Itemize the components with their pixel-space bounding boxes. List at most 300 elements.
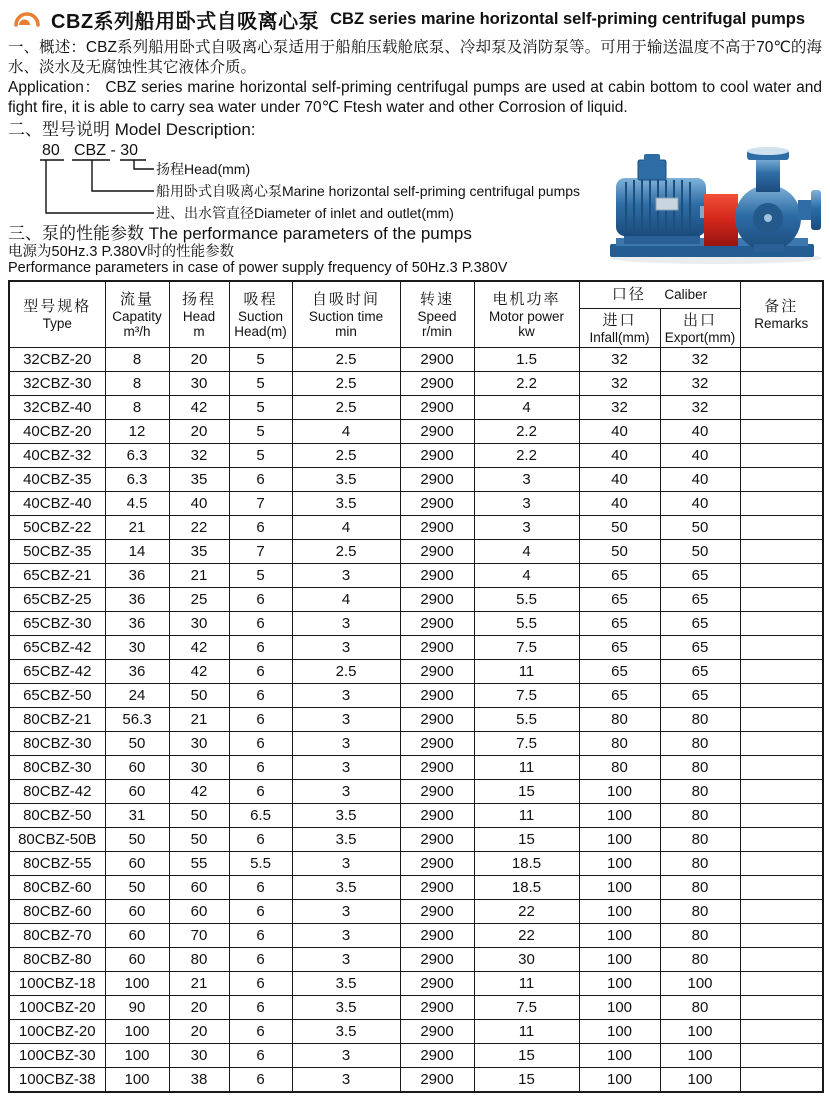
cell-export_mm: 80 [660, 780, 740, 804]
cell-suction_head_m: 5 [229, 372, 292, 396]
cell-speed_rmin: 2900 [400, 444, 474, 468]
cell-motor_power_kw: 15 [474, 780, 579, 804]
table-row [9, 900, 823, 924]
cell-export_mm: 80 [660, 948, 740, 972]
cell-suction_head_m: 7 [229, 540, 292, 564]
cell-speed_rmin: 2900 [400, 828, 474, 852]
col-header-motor-power: 电机功率 Motor power kw [474, 281, 579, 348]
cell-infall_mm: 65 [579, 684, 660, 708]
cell-capacity_m3h: 50 [105, 828, 169, 852]
cell-head_m: 55 [169, 852, 229, 876]
model-label-pump-type: 船用卧式自吸离心泵Marine horizontal self-priming centrifugal pumps [156, 183, 581, 199]
table-row [9, 468, 823, 492]
cell-remarks [740, 852, 823, 876]
cell-infall_mm: 40 [579, 444, 660, 468]
cell-suction_head_m: 5.5 [229, 852, 292, 876]
cell-head_m: 42 [169, 780, 229, 804]
cell-suction_time_min: 3 [292, 612, 400, 636]
cell-head_m: 21 [169, 708, 229, 732]
cell-motor_power_kw: 11 [474, 756, 579, 780]
cell-type: 65CBZ-42 [9, 636, 105, 660]
cell-suction_time_min: 3.5 [292, 804, 400, 828]
cell-speed_rmin: 2900 [400, 348, 474, 372]
cell-type: 50CBZ-35 [9, 540, 105, 564]
cell-speed_rmin: 2900 [400, 564, 474, 588]
cell-infall_mm: 100 [579, 852, 660, 876]
cell-head_m: 38 [169, 1068, 229, 1093]
cell-head_m: 20 [169, 1020, 229, 1044]
cell-type: 80CBZ-42 [9, 780, 105, 804]
cell-type: 40CBZ-35 [9, 468, 105, 492]
cell-motor_power_kw: 5.5 [474, 588, 579, 612]
cell-infall_mm: 100 [579, 972, 660, 996]
cell-infall_mm: 32 [579, 396, 660, 420]
cell-remarks [740, 660, 823, 684]
cell-head_m: 20 [169, 420, 229, 444]
cell-remarks [740, 708, 823, 732]
cell-suction_head_m: 6 [229, 732, 292, 756]
cell-speed_rmin: 2900 [400, 900, 474, 924]
cell-head_m: 42 [169, 396, 229, 420]
cell-suction_time_min: 3.5 [292, 468, 400, 492]
cell-capacity_m3h: 30 [105, 636, 169, 660]
cell-motor_power_kw: 7.5 [474, 636, 579, 660]
cell-export_mm: 40 [660, 468, 740, 492]
table-row [9, 1020, 823, 1044]
cell-export_mm: 100 [660, 972, 740, 996]
cell-remarks [740, 804, 823, 828]
cell-infall_mm: 100 [579, 876, 660, 900]
cell-capacity_m3h: 100 [105, 1068, 169, 1093]
cell-remarks [740, 948, 823, 972]
cell-suction_head_m: 6 [229, 828, 292, 852]
cell-export_mm: 32 [660, 372, 740, 396]
cell-infall_mm: 65 [579, 660, 660, 684]
cell-suction_head_m: 6 [229, 780, 292, 804]
cell-speed_rmin: 2900 [400, 492, 474, 516]
brand-logo-icon [12, 9, 42, 29]
cell-head_m: 21 [169, 972, 229, 996]
model-description-heading: 二、型号说明 Model Description: [8, 120, 256, 139]
cell-head_m: 30 [169, 612, 229, 636]
cell-motor_power_kw: 11 [474, 804, 579, 828]
cell-capacity_m3h: 60 [105, 948, 169, 972]
cell-suction_head_m: 6 [229, 1068, 292, 1093]
cell-export_mm: 100 [660, 1068, 740, 1093]
cell-suction_head_m: 6 [229, 1044, 292, 1068]
cell-suction_head_m: 6 [229, 1020, 292, 1044]
cell-remarks [740, 420, 823, 444]
col-header-caliber: 口径 Caliber [579, 281, 740, 309]
cell-speed_rmin: 2900 [400, 756, 474, 780]
cell-export_mm: 80 [660, 732, 740, 756]
cell-motor_power_kw: 7.5 [474, 684, 579, 708]
cell-suction_head_m: 5 [229, 564, 292, 588]
cell-speed_rmin: 2900 [400, 804, 474, 828]
cell-speed_rmin: 2900 [400, 636, 474, 660]
cell-type: 80CBZ-55 [9, 852, 105, 876]
cell-export_mm: 80 [660, 876, 740, 900]
cell-head_m: 40 [169, 492, 229, 516]
page-title-en: CBZ series marine horizontal self-priming centrifugal pumps [330, 9, 806, 28]
cell-motor_power_kw: 2.2 [474, 420, 579, 444]
cell-type: 100CBZ-18 [9, 972, 105, 996]
col-header-type: 型号规格 Type [9, 281, 105, 348]
cell-speed_rmin: 2900 [400, 1020, 474, 1044]
cell-capacity_m3h: 24 [105, 684, 169, 708]
cell-suction_head_m: 5 [229, 348, 292, 372]
cell-suction_time_min: 4 [292, 420, 400, 444]
cell-suction_time_min: 3 [292, 564, 400, 588]
cell-export_mm: 80 [660, 828, 740, 852]
cell-type: 32CBZ-20 [9, 348, 105, 372]
cell-remarks [740, 1068, 823, 1093]
pump-table-body [9, 348, 823, 1093]
cell-motor_power_kw: 4 [474, 396, 579, 420]
cell-remarks [740, 612, 823, 636]
overview-paragraph-zh: 一、概述：CBZ系列船用卧式自吸离心泵适用于船舶压载舱底泵、冷却泵及消防泵等。可用于输送温度不高于70℃的海水、淡水及无腐蚀性其它液体介质。 [8, 39, 822, 76]
cell-infall_mm: 100 [579, 924, 660, 948]
cell-type: 80CBZ-70 [9, 924, 105, 948]
cell-suction_time_min: 2.5 [292, 348, 400, 372]
table-row [9, 588, 823, 612]
cell-suction_time_min: 4 [292, 588, 400, 612]
cell-speed_rmin: 2900 [400, 924, 474, 948]
cell-suction_time_min: 3.5 [292, 1020, 400, 1044]
cell-suction_head_m: 6 [229, 948, 292, 972]
cell-head_m: 50 [169, 804, 229, 828]
cell-speed_rmin: 2900 [400, 660, 474, 684]
cell-head_m: 30 [169, 372, 229, 396]
table-row [9, 564, 823, 588]
cell-motor_power_kw: 11 [474, 1020, 579, 1044]
table-row [9, 612, 823, 636]
cell-export_mm: 65 [660, 636, 740, 660]
cell-head_m: 25 [169, 588, 229, 612]
cell-speed_rmin: 2900 [400, 876, 474, 900]
cell-capacity_m3h: 100 [105, 1020, 169, 1044]
cell-suction_time_min: 3 [292, 708, 400, 732]
cell-capacity_m3h: 36 [105, 564, 169, 588]
cell-speed_rmin: 2900 [400, 588, 474, 612]
cell-suction_time_min: 2.5 [292, 444, 400, 468]
cell-speed_rmin: 2900 [400, 948, 474, 972]
cell-infall_mm: 100 [579, 1044, 660, 1068]
cell-head_m: 22 [169, 516, 229, 540]
table-row [9, 756, 823, 780]
cell-suction_time_min: 3.5 [292, 492, 400, 516]
cell-capacity_m3h: 8 [105, 348, 169, 372]
table-row [9, 996, 823, 1020]
cell-speed_rmin: 2900 [400, 396, 474, 420]
cell-capacity_m3h: 50 [105, 732, 169, 756]
cell-capacity_m3h: 90 [105, 996, 169, 1020]
cell-remarks [740, 636, 823, 660]
cell-head_m: 50 [169, 684, 229, 708]
cell-motor_power_kw: 22 [474, 924, 579, 948]
cell-speed_rmin: 2900 [400, 780, 474, 804]
cell-suction_time_min: 3.5 [292, 828, 400, 852]
cell-head_m: 80 [169, 948, 229, 972]
cell-infall_mm: 100 [579, 828, 660, 852]
cell-head_m: 42 [169, 636, 229, 660]
cell-speed_rmin: 2900 [400, 852, 474, 876]
cell-remarks [740, 876, 823, 900]
cell-motor_power_kw: 2.2 [474, 444, 579, 468]
table-row [9, 972, 823, 996]
cell-export_mm: 65 [660, 588, 740, 612]
cell-infall_mm: 80 [579, 708, 660, 732]
table-row [9, 492, 823, 516]
cell-remarks [740, 444, 823, 468]
cell-type: 40CBZ-20 [9, 420, 105, 444]
cell-capacity_m3h: 12 [105, 420, 169, 444]
cell-suction_time_min: 3 [292, 732, 400, 756]
cell-remarks [740, 516, 823, 540]
cell-infall_mm: 40 [579, 492, 660, 516]
cell-head_m: 42 [169, 660, 229, 684]
col-header-suction-head: 吸程 Suction Head(m) [229, 281, 292, 348]
cell-remarks [740, 828, 823, 852]
cell-speed_rmin: 2900 [400, 540, 474, 564]
cell-motor_power_kw: 3 [474, 516, 579, 540]
cell-motor_power_kw: 15 [474, 1068, 579, 1093]
cell-speed_rmin: 2900 [400, 516, 474, 540]
cell-speed_rmin: 2900 [400, 1068, 474, 1093]
cell-export_mm: 100 [660, 1044, 740, 1068]
col-header-capacity: 流量 Capatity m³/h [105, 281, 169, 348]
power-note-en: Performance parameters in case of power supply frequency of 50Hz.3 P.380V [8, 260, 508, 276]
cell-infall_mm: 50 [579, 516, 660, 540]
col-header-suction-time: 自吸时间 Suction time min [292, 281, 400, 348]
cell-suction_time_min: 3.5 [292, 996, 400, 1020]
cell-speed_rmin: 2900 [400, 612, 474, 636]
cell-capacity_m3h: 60 [105, 756, 169, 780]
table-row [9, 1044, 823, 1068]
cell-export_mm: 80 [660, 900, 740, 924]
cell-export_mm: 65 [660, 564, 740, 588]
cell-suction_head_m: 6 [229, 972, 292, 996]
cell-export_mm: 50 [660, 540, 740, 564]
cell-type: 40CBZ-32 [9, 444, 105, 468]
cell-infall_mm: 65 [579, 612, 660, 636]
cell-speed_rmin: 2900 [400, 468, 474, 492]
cell-capacity_m3h: 50 [105, 876, 169, 900]
cell-speed_rmin: 2900 [400, 708, 474, 732]
cell-head_m: 21 [169, 564, 229, 588]
cell-suction_time_min: 2.5 [292, 660, 400, 684]
cell-motor_power_kw: 18.5 [474, 852, 579, 876]
cell-remarks [740, 684, 823, 708]
cell-suction_time_min: 3 [292, 1044, 400, 1068]
cell-capacity_m3h: 6.3 [105, 444, 169, 468]
cell-suction_time_min: 3 [292, 756, 400, 780]
cell-motor_power_kw: 5.5 [474, 612, 579, 636]
cell-infall_mm: 100 [579, 1020, 660, 1044]
cell-suction_head_m: 6 [229, 516, 292, 540]
cell-capacity_m3h: 60 [105, 924, 169, 948]
cell-type: 80CBZ-30 [9, 732, 105, 756]
cell-head_m: 30 [169, 1044, 229, 1068]
cell-suction_head_m: 6 [229, 468, 292, 492]
model-code-rest: CBZ - 30 [74, 142, 139, 159]
cell-type: 65CBZ-25 [9, 588, 105, 612]
cell-suction_time_min: 3 [292, 852, 400, 876]
table-row [9, 924, 823, 948]
col-header-export: 出口 Export(mm) [660, 309, 740, 348]
model-label-head: 扬程Head(mm) [156, 161, 251, 177]
cell-type: 65CBZ-42 [9, 660, 105, 684]
cell-type: 32CBZ-40 [9, 396, 105, 420]
cell-suction_time_min: 3.5 [292, 876, 400, 900]
cell-remarks [740, 996, 823, 1020]
cell-suction_head_m: 6 [229, 660, 292, 684]
cell-head_m: 20 [169, 996, 229, 1020]
cell-type: 100CBZ-20 [9, 1020, 105, 1044]
cell-infall_mm: 65 [579, 564, 660, 588]
cell-type: 100CBZ-38 [9, 1068, 105, 1093]
model-label-diameter: 进、出水管直径Diameter of inlet and outlet(mm) [156, 205, 454, 221]
cell-motor_power_kw: 2.2 [474, 372, 579, 396]
cell-type: 65CBZ-21 [9, 564, 105, 588]
cell-type: 80CBZ-60 [9, 900, 105, 924]
cell-capacity_m3h: 4.5 [105, 492, 169, 516]
cell-export_mm: 65 [660, 612, 740, 636]
cell-infall_mm: 100 [579, 804, 660, 828]
col-header-infall: 进口 Infall(mm) [579, 309, 660, 348]
cell-head_m: 32 [169, 444, 229, 468]
overview-paragraph-en: Application： CBZ series marine horizontal self-priming centrifugal pumps are used at cabin bottom to cool water and fight fire, it is able to carry sea water under 70℃ Ftesh water and other Corrosion of liquid. [8, 79, 822, 116]
page-title-row [12, 6, 822, 32]
table-row [9, 420, 823, 444]
cell-motor_power_kw: 7.5 [474, 996, 579, 1020]
cell-suction_time_min: 3.5 [292, 972, 400, 996]
cell-speed_rmin: 2900 [400, 732, 474, 756]
cell-motor_power_kw: 15 [474, 1044, 579, 1068]
cell-suction_head_m: 6 [229, 636, 292, 660]
cell-type: 65CBZ-50 [9, 684, 105, 708]
cell-capacity_m3h: 6.3 [105, 468, 169, 492]
cell-type: 65CBZ-30 [9, 612, 105, 636]
col-header-remarks: 备注 Remarks [740, 281, 823, 348]
cell-capacity_m3h: 56.3 [105, 708, 169, 732]
cell-suction_head_m: 6 [229, 612, 292, 636]
cell-remarks [740, 756, 823, 780]
cell-suction_head_m: 6 [229, 708, 292, 732]
table-row [9, 804, 823, 828]
cell-remarks [740, 732, 823, 756]
table-row [9, 540, 823, 564]
table-row [9, 348, 823, 372]
cell-speed_rmin: 2900 [400, 972, 474, 996]
cell-head_m: 20 [169, 348, 229, 372]
cell-export_mm: 40 [660, 444, 740, 468]
table-row [9, 708, 823, 732]
cell-speed_rmin: 2900 [400, 420, 474, 444]
cell-suction_time_min: 4 [292, 516, 400, 540]
table-row [9, 732, 823, 756]
cell-suction_head_m: 6 [229, 684, 292, 708]
cell-motor_power_kw: 4 [474, 564, 579, 588]
cell-capacity_m3h: 14 [105, 540, 169, 564]
cell-infall_mm: 65 [579, 636, 660, 660]
cell-type: 80CBZ-80 [9, 948, 105, 972]
cell-suction_head_m: 5 [229, 420, 292, 444]
cell-infall_mm: 80 [579, 756, 660, 780]
cell-suction_head_m: 6 [229, 924, 292, 948]
cell-infall_mm: 40 [579, 468, 660, 492]
cell-infall_mm: 65 [579, 588, 660, 612]
cell-type: 80CBZ-50B [9, 828, 105, 852]
cell-suction_time_min: 3 [292, 948, 400, 972]
cell-head_m: 50 [169, 828, 229, 852]
table-row [9, 516, 823, 540]
cell-suction_time_min: 3 [292, 924, 400, 948]
cell-speed_rmin: 2900 [400, 1044, 474, 1068]
power-note-zh: 电源为50Hz.3 P.380V时的性能参数 [8, 244, 235, 260]
table-row [9, 828, 823, 852]
cell-suction_head_m: 6.5 [229, 804, 292, 828]
cell-remarks [740, 1044, 823, 1068]
cell-remarks [740, 780, 823, 804]
table-row [9, 780, 823, 804]
col-header-head: 扬程 Head m [169, 281, 229, 348]
model-code-diagram [34, 140, 822, 224]
cell-remarks [740, 492, 823, 516]
cell-suction_time_min: 3 [292, 1068, 400, 1093]
cell-capacity_m3h: 8 [105, 396, 169, 420]
performance-table [8, 280, 824, 1093]
cell-infall_mm: 100 [579, 780, 660, 804]
cell-infall_mm: 100 [579, 996, 660, 1020]
cell-export_mm: 40 [660, 492, 740, 516]
cell-capacity_m3h: 100 [105, 1044, 169, 1068]
cell-capacity_m3h: 100 [105, 972, 169, 996]
cell-type: 80CBZ-50 [9, 804, 105, 828]
page-title-zh: CBZ系列船用卧式自吸离心泵 [51, 10, 320, 33]
cell-export_mm: 80 [660, 852, 740, 876]
cell-remarks [740, 348, 823, 372]
cell-suction_head_m: 6 [229, 876, 292, 900]
cell-capacity_m3h: 31 [105, 804, 169, 828]
cell-remarks [740, 972, 823, 996]
cell-suction_time_min: 3 [292, 684, 400, 708]
table-row [9, 636, 823, 660]
cell-type: 100CBZ-20 [9, 996, 105, 1020]
model-code-lines [34, 140, 154, 222]
table-row [9, 948, 823, 972]
cell-suction_time_min: 3 [292, 636, 400, 660]
cell-type: 80CBZ-60 [9, 876, 105, 900]
cell-capacity_m3h: 36 [105, 588, 169, 612]
cell-infall_mm: 80 [579, 732, 660, 756]
cell-export_mm: 80 [660, 996, 740, 1020]
cell-head_m: 35 [169, 468, 229, 492]
cell-capacity_m3h: 8 [105, 372, 169, 396]
cell-capacity_m3h: 60 [105, 852, 169, 876]
cell-head_m: 60 [169, 900, 229, 924]
cell-export_mm: 65 [660, 660, 740, 684]
cell-head_m: 70 [169, 924, 229, 948]
cell-remarks [740, 468, 823, 492]
cell-motor_power_kw: 18.5 [474, 876, 579, 900]
cell-motor_power_kw: 3 [474, 492, 579, 516]
cell-export_mm: 65 [660, 684, 740, 708]
cell-motor_power_kw: 7.5 [474, 732, 579, 756]
cell-suction_time_min: 2.5 [292, 396, 400, 420]
table-row [9, 660, 823, 684]
cell-export_mm: 50 [660, 516, 740, 540]
